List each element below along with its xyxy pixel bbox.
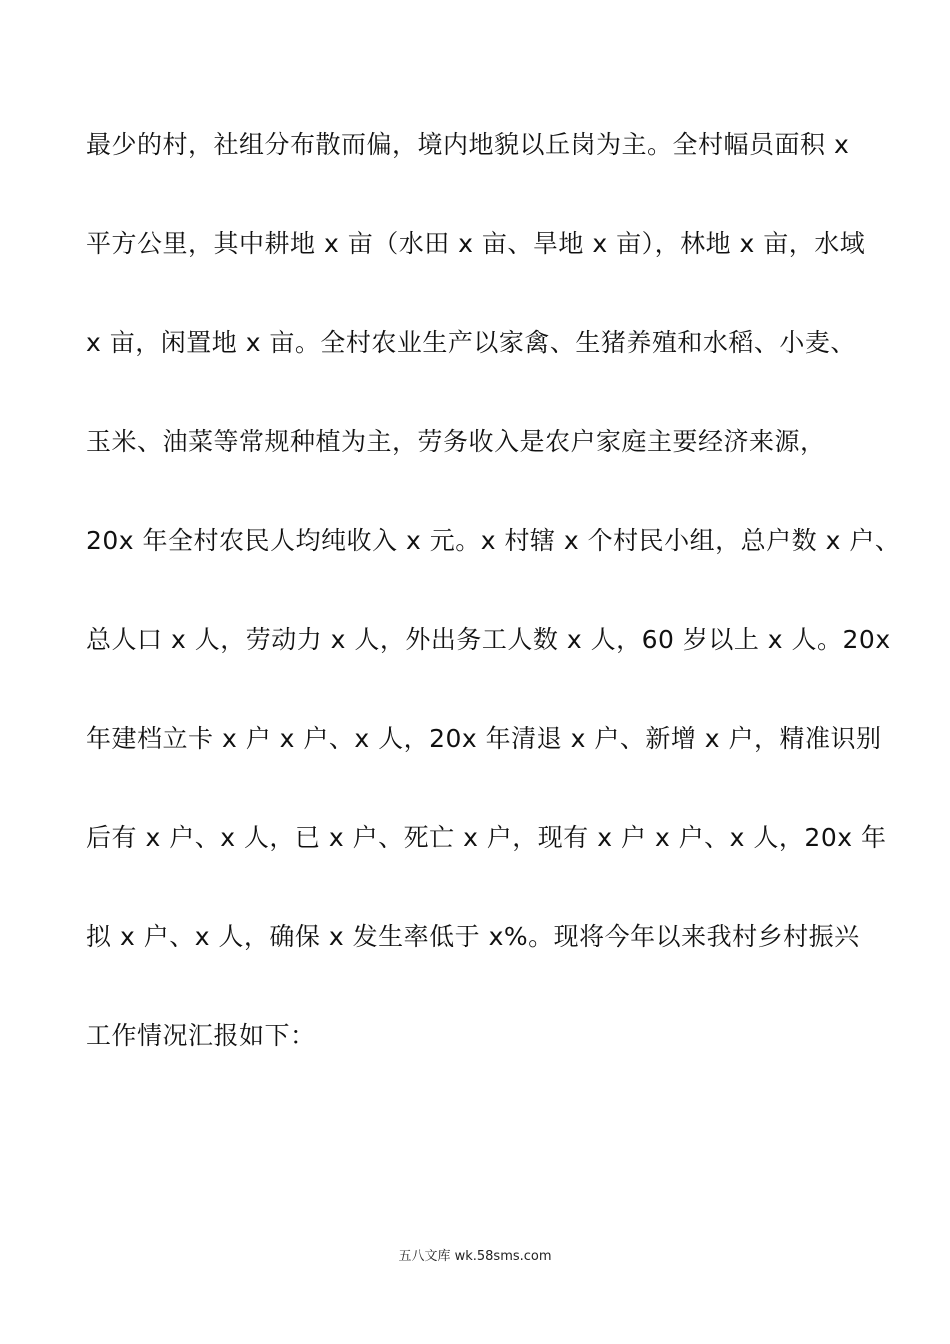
paragraph-line: x 亩，闲置地 x 亩。全村农业生产以家禽、生猪养殖和水稻、小麦、: [86, 328, 856, 357]
paragraph-line: 工作情况汇报如下：: [86, 1021, 316, 1050]
paragraph-line: 最少的村，社组分布散而偏，境内地貌以丘岗为主。全村幅员面积 x: [86, 130, 850, 159]
paragraph-line: 年建档立卡 x 户 x 户、x 人，20x 年清退 x 户、新增 x 户，精准识别: [86, 724, 882, 753]
paragraph-line: 20x 年全村农民人均纯收入 x 元。x 村辖 x 个村民小组，总户数 x 户、: [86, 526, 901, 555]
paragraph-line: 玉米、油菜等常规种植为主，劳务收入是农户家庭主要经济来源，: [86, 427, 826, 456]
paragraph-line: 平方公里，其中耕地 x 亩（水田 x 亩、旱地 x 亩），林地 x 亩，水域: [86, 229, 866, 258]
footer-watermark: 五八文库 wk.58sms.com: [398, 1249, 552, 1264]
paragraph-line: 后有 x 户、x 人，已 x 户、死亡 x 户，现有 x 户 x 户、x 人，20x 年: [86, 823, 887, 852]
document-body: [86, 120, 901, 1110]
paragraph-line: 拟 x 户、x 人，确保 x 发生率低于 x%。现将今年以来我村乡村振兴: [86, 922, 860, 951]
paragraph-line: 总人口 x 人，劳动力 x 人，外出务工人数 x 人，60 岁以上 x 人。20x: [86, 625, 891, 654]
